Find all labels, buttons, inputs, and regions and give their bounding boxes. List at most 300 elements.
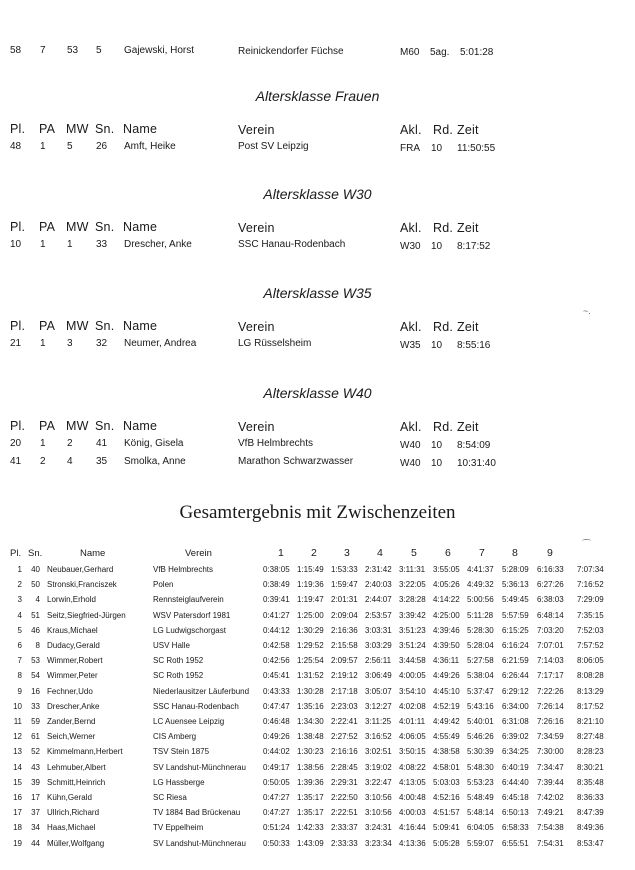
gesamt-header-lap: 8 bbox=[512, 547, 518, 559]
gesamt-cell-time: 1:31:52 bbox=[297, 671, 324, 680]
column-header-akl: Akl. bbox=[400, 420, 422, 434]
gesamt-cell-time: 5:48:14 bbox=[467, 808, 494, 817]
gesamt-cell-time: 4:49:42 bbox=[433, 717, 460, 726]
gesamt-header-lap: 2 bbox=[311, 547, 317, 559]
gesamt-cell-sn: 44 bbox=[31, 839, 40, 848]
gesamt-cell-time: 7:29:09 bbox=[577, 595, 604, 604]
gesamt-cell-time: 4:51:57 bbox=[433, 808, 460, 817]
gesamt-cell-time: 5:11:28 bbox=[467, 611, 494, 620]
gesamt-cell-time: 6:38:03 bbox=[537, 595, 564, 604]
gesamt-cell-name: Kimmelmann,Herbert bbox=[47, 747, 123, 756]
gesamt-cell-time: 4:39:46 bbox=[433, 626, 460, 635]
column-header-name: Name bbox=[123, 319, 158, 333]
gesamt-cell-time: 4:13:36 bbox=[399, 839, 426, 848]
gesamt-cell-time: 4:14:22 bbox=[433, 595, 460, 604]
cell-akl: W30 bbox=[400, 241, 421, 252]
gesamt-cell-verein: LG Ludwigschorgast bbox=[153, 626, 226, 635]
gesamt-cell-time: 4:25:00 bbox=[433, 611, 460, 620]
gesamt-cell-sn: 16 bbox=[31, 687, 40, 696]
gesamt-cell-time: 0:49:17 bbox=[263, 763, 290, 772]
gesamt-cell-time: 3:11:25 bbox=[365, 717, 392, 726]
gesamt-cell-time: 6:27:26 bbox=[537, 580, 564, 589]
gesamt-header-lap: 7 bbox=[479, 547, 485, 559]
gesamt-cell-time: 1:15:49 bbox=[297, 565, 324, 574]
gesamt-cell-time: 6:58:33 bbox=[502, 823, 529, 832]
cell-pl: 20 bbox=[10, 438, 22, 449]
gesamt-cell-time: 2:09:57 bbox=[331, 656, 358, 665]
cell-verein: VfB Helmbrechts bbox=[238, 438, 314, 449]
gesamt-cell-pl: 18 bbox=[13, 823, 22, 832]
gesamt-cell-time: 5:30:39 bbox=[467, 747, 494, 756]
cell-sn: 26 bbox=[96, 141, 108, 152]
column-header-pa: PA bbox=[39, 419, 56, 433]
gesamt-cell-sn: 33 bbox=[31, 702, 40, 711]
gesamt-cell-time: 7:54:31 bbox=[537, 839, 564, 848]
gesamt-cell-time: 5:03:03 bbox=[433, 778, 460, 787]
gesamt-header-pl: Pl. bbox=[10, 548, 22, 559]
gesamt-cell-time: 4:38:58 bbox=[433, 747, 460, 756]
cell-rd: 10 bbox=[431, 340, 443, 351]
gesamt-cell-time: 4:08:22 bbox=[399, 763, 426, 772]
gesamt-cell-time: 3:19:02 bbox=[365, 763, 392, 772]
gesamt-cell-name: Schmitt,Heinrich bbox=[47, 778, 106, 787]
column-header-sn: Sn. bbox=[95, 122, 115, 136]
cell-akl: W40 bbox=[400, 440, 421, 451]
gesamt-cell-sn: 61 bbox=[31, 732, 40, 741]
gesamt-cell-time: 6:55:51 bbox=[502, 839, 529, 848]
gesamt-cell-pl: 7 bbox=[17, 656, 22, 665]
column-header-rd: Rd. bbox=[433, 123, 454, 137]
gesamt-cell-time: 2:16:36 bbox=[331, 626, 358, 635]
section-title: Altersklasse W35 bbox=[263, 285, 372, 301]
gesamt-cell-time: 1:38:48 bbox=[297, 732, 324, 741]
gesamt-cell-time: 1:35:17 bbox=[297, 808, 324, 817]
gesamt-cell-verein: TV Eppelheim bbox=[153, 823, 204, 832]
gesamt-cell-time: 2:22:41 bbox=[331, 717, 358, 726]
gesamt-cell-time: 1:53:33 bbox=[331, 565, 358, 574]
section-title: Altersklasse Frauen bbox=[255, 88, 380, 104]
cell-sn: 35 bbox=[96, 456, 108, 467]
gesamt-cell-time: 3:55:05 bbox=[433, 565, 460, 574]
gesamt-cell-time: 0:47:47 bbox=[263, 702, 290, 711]
gesamt-cell-time: 2:28:45 bbox=[331, 763, 358, 772]
gesamt-cell-time: 2:31:42 bbox=[365, 565, 392, 574]
gesamt-cell-time: 6:40:19 bbox=[502, 763, 529, 772]
gesamt-cell-verein: Rennsteiglaufverein bbox=[153, 595, 224, 604]
cell-verein: LG Rüsselsheim bbox=[238, 338, 312, 349]
cell-verein: SSC Hanau-Rodenbach bbox=[238, 239, 346, 250]
gesamt-cell-time: 4:55:49 bbox=[433, 732, 460, 741]
gesamt-cell-pl: 8 bbox=[17, 671, 22, 680]
column-header-verein: Verein bbox=[238, 123, 275, 137]
gesamt-cell-time: 2:33:37 bbox=[331, 823, 358, 832]
gesamt-cell-time: 6:26:44 bbox=[502, 671, 529, 680]
cell-mw: 3 bbox=[67, 338, 73, 349]
gesamt-cell-time: 8:27:48 bbox=[577, 732, 604, 741]
cell-akl: M60 bbox=[400, 47, 420, 58]
gesamt-cell-time: 3:23:34 bbox=[365, 839, 392, 848]
cell-rd: 10 bbox=[431, 458, 443, 469]
gesamt-cell-time: 7:17:17 bbox=[537, 671, 564, 680]
column-header-rd: Rd. bbox=[433, 420, 454, 434]
cell-name: Neumer, Andrea bbox=[124, 338, 197, 349]
gesamt-cell-pl: 3 bbox=[17, 595, 22, 604]
gesamt-cell-name: Wimmer,Robert bbox=[47, 656, 103, 665]
section-title: Altersklasse W30 bbox=[263, 186, 372, 202]
gesamt-cell-time: 5:28:04 bbox=[467, 641, 494, 650]
gesamt-cell-time: 4:52:16 bbox=[433, 793, 460, 802]
gesamt-cell-time: 1:35:17 bbox=[297, 793, 324, 802]
gesamt-cell-time: 7:26:14 bbox=[537, 702, 564, 711]
gesamt-cell-sn: 39 bbox=[31, 778, 40, 787]
gesamt-cell-time: 3:51:24 bbox=[399, 641, 426, 650]
gesamt-cell-time: 6:50:13 bbox=[502, 808, 529, 817]
cell-rd: 10 bbox=[431, 143, 443, 154]
gesamt-cell-time: 0:50:05 bbox=[263, 778, 290, 787]
gesamt-cell-time: 5:38:04 bbox=[467, 671, 494, 680]
gesamt-cell-verein: SC Riesa bbox=[153, 793, 187, 802]
gesamt-cell-time: 7:34:59 bbox=[537, 732, 564, 741]
gesamt-cell-time: 3:03:31 bbox=[365, 626, 392, 635]
gesamt-cell-time: 1:30:28 bbox=[297, 687, 324, 696]
gesamt-cell-time: 3:10:56 bbox=[365, 808, 392, 817]
cell-rd: 10 bbox=[431, 241, 443, 252]
cell-name: Amft, Heike bbox=[124, 141, 176, 152]
column-header-sn: Sn. bbox=[95, 220, 115, 234]
gesamt-cell-time: 6:21:59 bbox=[502, 656, 529, 665]
gesamt-cell-time: 1:25:54 bbox=[297, 656, 324, 665]
gesamt-cell-time: 3:11:31 bbox=[399, 565, 426, 574]
cell-verein: Marathon Schwarzwasser bbox=[238, 456, 354, 467]
gesamt-cell-time: 2:33:33 bbox=[331, 839, 358, 848]
gesamt-cell-time: 7:42:02 bbox=[537, 793, 564, 802]
gesamt-cell-time: 0:50:33 bbox=[263, 839, 290, 848]
gesamt-cell-time: 0:42:58 bbox=[263, 641, 290, 650]
gesamt-cell-time: 3:10:56 bbox=[365, 793, 392, 802]
gesamt-cell-time: 6:04:05 bbox=[467, 823, 494, 832]
gesamt-cell-time: 7:30:00 bbox=[537, 747, 564, 756]
gesamt-cell-time: 3:24:31 bbox=[365, 823, 392, 832]
gesamt-cell-time: 4:00:48 bbox=[399, 793, 426, 802]
gesamt-cell-name: Haas,Michael bbox=[47, 823, 96, 832]
gesamt-cell-time: 5:53:23 bbox=[467, 778, 494, 787]
gesamt-cell-time: 1:19:36 bbox=[297, 580, 324, 589]
gesamt-cell-time: 6:34:00 bbox=[502, 702, 529, 711]
gesamt-cell-time: 4:00:03 bbox=[399, 808, 426, 817]
gesamt-cell-time: 4:13:05 bbox=[399, 778, 426, 787]
gesamt-cell-time: 7:22:26 bbox=[537, 687, 564, 696]
gesamt-cell-time: 6:15:25 bbox=[502, 626, 529, 635]
column-header-rd: Rd. bbox=[433, 320, 454, 334]
cell-akl: FRA bbox=[400, 143, 420, 154]
column-header-pl: Pl. bbox=[10, 319, 26, 333]
gesamt-cell-pl: 16 bbox=[13, 793, 22, 802]
gesamt-cell-time: 4:49:32 bbox=[467, 580, 494, 589]
column-header-mw: MW bbox=[66, 220, 89, 234]
gesamt-cell-time: 0:44:02 bbox=[263, 747, 290, 756]
gesamt-cell-time: 7:52:03 bbox=[577, 626, 604, 635]
column-header-sn: Sn. bbox=[95, 419, 115, 433]
gesamt-cell-time: 7:57:52 bbox=[577, 641, 604, 650]
gesamt-cell-time: 2:22:50 bbox=[331, 793, 358, 802]
gesamt-cell-time: 7:16:52 bbox=[577, 580, 604, 589]
cell-zeit: 8:54:09 bbox=[457, 440, 491, 451]
gesamt-cell-time: 0:38:49 bbox=[263, 580, 290, 589]
gesamt-cell-time: 5:36:13 bbox=[502, 580, 529, 589]
gesamt-cell-time: 3:39:42 bbox=[399, 611, 426, 620]
gesamt-cell-time: 1:34:30 bbox=[297, 717, 324, 726]
gesamt-cell-time: 2:19:12 bbox=[331, 671, 358, 680]
gesamt-cell-time: 6:31:08 bbox=[502, 717, 529, 726]
gesamt-cell-time: 3:12:27 bbox=[365, 702, 392, 711]
gesamt-cell-time: 7:26:16 bbox=[537, 717, 564, 726]
gesamt-cell-name: Lorwin,Erhold bbox=[47, 595, 96, 604]
gesamt-cell-time: 3:54:10 bbox=[399, 687, 426, 696]
column-header-akl: Akl. bbox=[400, 320, 422, 334]
gesamt-cell-name: Kraus,Michael bbox=[47, 626, 98, 635]
gesamt-header-lap: 9 bbox=[547, 547, 553, 559]
column-header-pa: PA bbox=[39, 122, 56, 136]
gesamt-cell-name: Neubauer,Gerhard bbox=[47, 565, 114, 574]
gesamt-cell-verein: TSV Stein 1875 bbox=[153, 747, 210, 756]
gesamt-cell-time: 8:49:36 bbox=[577, 823, 604, 832]
cell-akl: W40 bbox=[400, 458, 421, 469]
gesamt-cell-time: 5:46:26 bbox=[467, 732, 494, 741]
gesamt-header-sn: Sn. bbox=[28, 548, 43, 559]
gesamt-cell-verein: SSC Hanau-Rodenbach bbox=[153, 702, 239, 711]
gesamt-cell-sn: 4 bbox=[35, 595, 40, 604]
column-header-zeit: Zeit bbox=[457, 320, 479, 334]
gesamt-cell-name: Dudacy,Gerald bbox=[47, 641, 100, 650]
gesamt-cell-time: 0:46:48 bbox=[263, 717, 290, 726]
column-header-pa: PA bbox=[39, 319, 56, 333]
cell-sn: 32 bbox=[96, 338, 108, 349]
column-header-akl: Akl. bbox=[400, 221, 422, 235]
gesamt-cell-verein: LG Hassberge bbox=[153, 778, 205, 787]
gesamt-cell-time: 4:00:05 bbox=[399, 671, 426, 680]
gesamt-cell-pl: 15 bbox=[13, 778, 22, 787]
gesamt-title: Gesamtergebnis mit Zwischenzeiten bbox=[179, 502, 456, 523]
gesamt-cell-verein: SV Landshut-Münchnerau bbox=[153, 763, 246, 772]
gesamt-cell-sn: 43 bbox=[31, 763, 40, 772]
gesamt-cell-verein: SC Roth 1952 bbox=[153, 656, 204, 665]
gesamt-cell-time: 2:23:03 bbox=[331, 702, 358, 711]
column-header-name: Name bbox=[123, 419, 158, 433]
gesamt-cell-time: 1:35:16 bbox=[297, 702, 324, 711]
gesamt-cell-time: 5:05:28 bbox=[433, 839, 460, 848]
gesamt-cell-time: 4:02:08 bbox=[399, 702, 426, 711]
cell-pl: 58 bbox=[10, 45, 22, 56]
cell-zeit: 8:55:16 bbox=[457, 340, 491, 351]
gesamt-cell-time: 5:37:47 bbox=[467, 687, 494, 696]
gesamt-cell-time: 0:41:27 bbox=[263, 611, 290, 620]
cell-name: König, Gisela bbox=[124, 438, 184, 449]
cell-zeit: 8:17:52 bbox=[457, 241, 491, 252]
gesamt-cell-time: 8:47:39 bbox=[577, 808, 604, 817]
cell-pa: 1 bbox=[40, 438, 46, 449]
gesamt-cell-name: Stronski,Franciszek bbox=[47, 580, 117, 589]
gesamt-cell-pl: 5 bbox=[17, 626, 22, 635]
gesamt-cell-name: Zander,Bernd bbox=[47, 717, 96, 726]
gesamt-cell-time: 2:56:11 bbox=[365, 656, 392, 665]
gesamt-cell-sn: 40 bbox=[31, 565, 40, 574]
column-header-zeit: Zeit bbox=[457, 123, 479, 137]
gesamt-cell-time: 7:34:47 bbox=[537, 763, 564, 772]
cell-name: Smolka, Anne bbox=[124, 456, 186, 467]
gesamt-cell-time: 2:16:16 bbox=[331, 747, 358, 756]
gesamt-cell-time: 2:09:04 bbox=[331, 611, 358, 620]
column-header-pl: Pl. bbox=[10, 122, 26, 136]
gesamt-cell-time: 5:28:30 bbox=[467, 626, 494, 635]
gesamt-cell-time: 8:17:52 bbox=[577, 702, 604, 711]
cell-rd: 5ag. bbox=[430, 47, 450, 58]
cell-pl: 41 bbox=[10, 456, 22, 467]
gesamt-cell-sn: 46 bbox=[31, 626, 40, 635]
gesamt-cell-pl: 2 bbox=[17, 580, 22, 589]
gesamt-cell-time: 6:44:40 bbox=[502, 778, 529, 787]
gesamt-cell-time: 3:02:51 bbox=[365, 747, 392, 756]
gesamt-cell-time: 1:25:00 bbox=[297, 611, 324, 620]
gesamt-cell-time: 6:39:02 bbox=[502, 732, 529, 741]
gesamt-cell-pl: 4 bbox=[17, 611, 22, 620]
gesamt-cell-name: Ullrich,Richard bbox=[47, 808, 100, 817]
gesamt-cell-name: Wimmer,Peter bbox=[47, 671, 98, 680]
gesamt-cell-time: 8:08:28 bbox=[577, 671, 604, 680]
gesamt-cell-verein: USV Halle bbox=[153, 641, 190, 650]
gesamt-cell-verein: VfB Helmbrechts bbox=[153, 565, 214, 574]
gesamt-cell-name: Fechner,Udo bbox=[47, 687, 93, 696]
cell-mw: 2 bbox=[67, 438, 73, 449]
gesamt-cell-verein: WSV Patersdorf 1981 bbox=[153, 611, 231, 620]
cell-sn: 41 bbox=[96, 438, 108, 449]
gesamt-cell-time: 1:29:52 bbox=[297, 641, 324, 650]
gesamt-cell-time: 5:48:49 bbox=[467, 793, 494, 802]
gesamt-cell-time: 7:54:38 bbox=[537, 823, 564, 832]
column-header-mw: MW bbox=[66, 419, 89, 433]
gesamt-cell-time: 7:49:21 bbox=[537, 808, 564, 817]
gesamt-cell-time: 5:49:45 bbox=[502, 595, 529, 604]
column-header-pa: PA bbox=[39, 220, 56, 234]
gesamt-cell-time: 6:16:33 bbox=[537, 565, 564, 574]
gesamt-cell-time: 4:05:26 bbox=[433, 580, 460, 589]
gesamt-cell-time: 0:51:24 bbox=[263, 823, 290, 832]
gesamt-cell-time: 3:50:15 bbox=[399, 747, 426, 756]
gesamt-cell-time: 2:22:51 bbox=[331, 808, 358, 817]
gesamt-cell-time: 4:06:05 bbox=[399, 732, 426, 741]
cell-akl: W35 bbox=[400, 340, 421, 351]
gesamt-cell-sn: 53 bbox=[31, 656, 40, 665]
gesamt-cell-time: 7:39:44 bbox=[537, 778, 564, 787]
gesamt-cell-time: 2:40:03 bbox=[365, 580, 392, 589]
gesamt-cell-time: 4:01:11 bbox=[399, 717, 426, 726]
gesamt-cell-time: 1:42:33 bbox=[297, 823, 324, 832]
gesamt-cell-time: 0:47:27 bbox=[263, 808, 290, 817]
column-header-pl: Pl. bbox=[10, 220, 26, 234]
gesamt-cell-name: Lehmuber,Albert bbox=[47, 763, 106, 772]
gesamt-cell-time: 5:28:09 bbox=[502, 565, 529, 574]
gesamt-cell-time: 2:17:18 bbox=[331, 687, 358, 696]
gesamt-cell-time: 5:09:41 bbox=[433, 823, 460, 832]
gesamt-cell-verein: Niederlausitzer Läuferbund bbox=[153, 687, 250, 696]
gesamt-cell-verein: CIS Amberg bbox=[153, 732, 197, 741]
gesamt-cell-time: 5:40:01 bbox=[467, 717, 494, 726]
gesamt-cell-verein: SV Landshut-Münchnerau bbox=[153, 839, 246, 848]
gesamt-cell-time: 6:16:24 bbox=[502, 641, 529, 650]
gesamt-cell-pl: 6 bbox=[17, 641, 22, 650]
cell-rd: 10 bbox=[431, 440, 443, 451]
cell-mw: 5 bbox=[67, 141, 73, 152]
column-header-sn: Sn. bbox=[95, 319, 115, 333]
gesamt-cell-time: 0:43:33 bbox=[263, 687, 290, 696]
gesamt-cell-time: 4:45:10 bbox=[433, 687, 460, 696]
cell-zeit: 11:50:55 bbox=[457, 143, 496, 154]
column-header-zeit: Zeit bbox=[457, 221, 479, 235]
gesamt-cell-time: 8:36:33 bbox=[577, 793, 604, 802]
gesamt-cell-time: 0:45:41 bbox=[263, 671, 290, 680]
gesamt-cell-time: 8:13:29 bbox=[577, 687, 604, 696]
gesamt-cell-time: 1:30:29 bbox=[297, 626, 324, 635]
gesamt-cell-time: 7:07:01 bbox=[537, 641, 564, 650]
column-header-verein: Verein bbox=[238, 221, 275, 235]
cell-verein: Reinickendorfer Füchse bbox=[238, 46, 344, 57]
gesamt-cell-verein: LC Auensee Leipzig bbox=[153, 717, 225, 726]
gesamt-cell-time: 0:42:56 bbox=[263, 656, 290, 665]
gesamt-cell-sn: 59 bbox=[31, 717, 40, 726]
gesamt-cell-sn: 52 bbox=[31, 747, 40, 756]
gesamt-cell-time: 3:22:05 bbox=[399, 580, 426, 589]
gesamt-cell-pl: 1 bbox=[17, 565, 22, 574]
gesamt-cell-time: 5:00:56 bbox=[467, 595, 494, 604]
gesamt-cell-time: 0:49:26 bbox=[263, 732, 290, 741]
cell-pl: 21 bbox=[10, 338, 22, 349]
column-header-pl: Pl. bbox=[10, 419, 26, 433]
gesamt-cell-pl: 9 bbox=[17, 687, 22, 696]
cell-name: Gajewski, Horst bbox=[124, 45, 195, 56]
gesamt-cell-name: Kühn,Gerald bbox=[47, 793, 92, 802]
gesamt-cell-sn: 37 bbox=[31, 808, 40, 817]
cell-pl: 10 bbox=[10, 239, 22, 250]
gesamt-cell-time: 3:05:07 bbox=[365, 687, 392, 696]
cell-mw: 4 bbox=[67, 456, 73, 467]
gesamt-cell-time: 3:16:52 bbox=[365, 732, 392, 741]
gesamt-cell-time: 4:16:44 bbox=[399, 823, 426, 832]
gesamt-cell-name: Müller,Wolfgang bbox=[47, 839, 105, 848]
cell-pa: 1 bbox=[40, 338, 46, 349]
gesamt-header-lap: 6 bbox=[445, 547, 451, 559]
gesamt-cell-pl: 17 bbox=[13, 808, 22, 817]
gesamt-header-lap: 1 bbox=[278, 547, 284, 559]
gesamt-cell-time: 5:48:30 bbox=[467, 763, 494, 772]
gesamt-cell-time: 1:19:47 bbox=[297, 595, 324, 604]
gesamt-cell-pl: 12 bbox=[13, 732, 22, 741]
column-header-mw: MW bbox=[66, 319, 89, 333]
gesamt-cell-time: 2:53:57 bbox=[365, 611, 392, 620]
gesamt-cell-time: 0:44:12 bbox=[263, 626, 290, 635]
gesamt-cell-time: 3:22:47 bbox=[365, 778, 392, 787]
gesamt-cell-verein: TV 1884 Bad Brückenau bbox=[153, 808, 241, 817]
gesamt-cell-time: 4:36:11 bbox=[433, 656, 460, 665]
gesamt-cell-time: 7:03:20 bbox=[537, 626, 564, 635]
cell-pa: 1 bbox=[40, 239, 46, 250]
gesamt-cell-time: 3:51:23 bbox=[399, 626, 426, 635]
gesamt-cell-time: 8:06:05 bbox=[577, 656, 604, 665]
gesamt-cell-time: 2:15:58 bbox=[331, 641, 358, 650]
column-header-verein: Verein bbox=[238, 420, 275, 434]
gesamt-cell-time: 3:06:49 bbox=[365, 671, 392, 680]
gesamt-cell-time: 0:47:27 bbox=[263, 793, 290, 802]
gesamt-cell-sn: 34 bbox=[31, 823, 40, 832]
section-title: Altersklasse W40 bbox=[263, 385, 372, 401]
